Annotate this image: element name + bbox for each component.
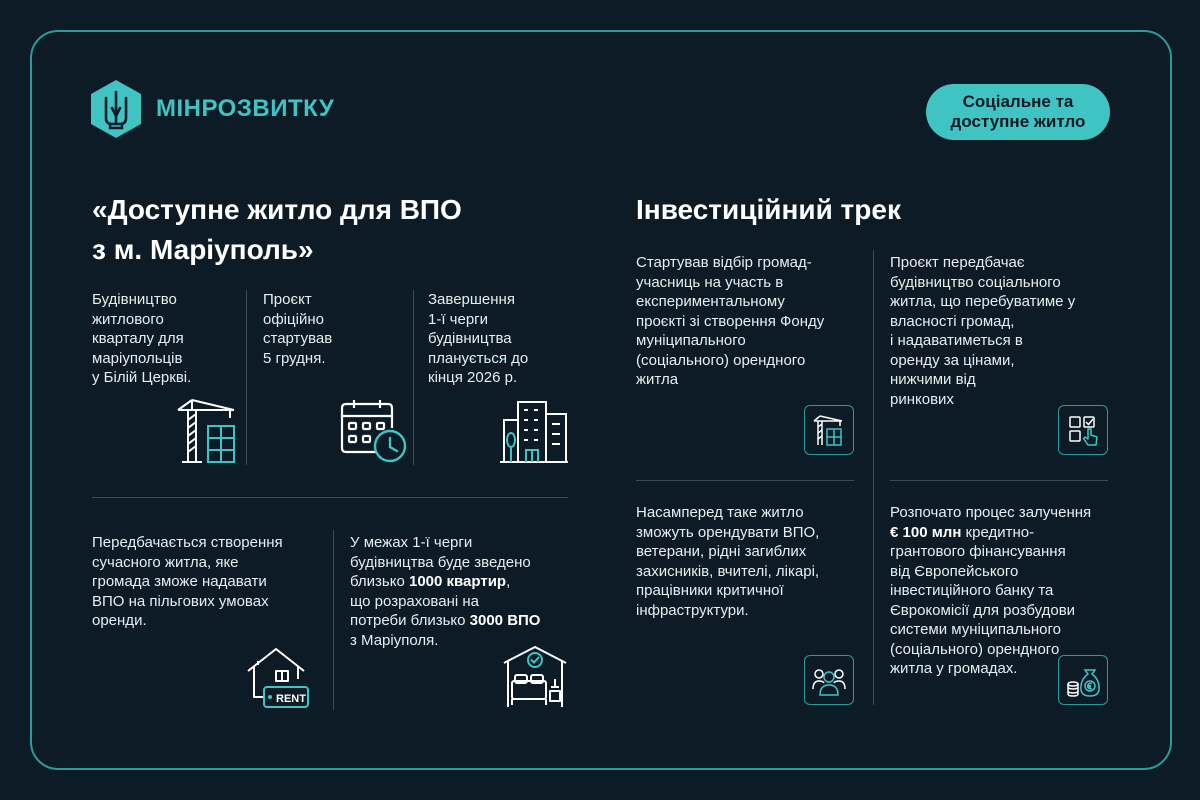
grid-divider-horizontal xyxy=(636,480,854,481)
text-fragment: , xyxy=(506,573,511,590)
bottom-left-text xyxy=(92,533,322,631)
brand-logo xyxy=(88,78,334,140)
text-fragment: потреби близько xyxy=(350,612,470,629)
text-line: офіційно xyxy=(263,310,324,328)
badge-line-1: Соціальне та xyxy=(962,92,1074,111)
construction-icon-box xyxy=(804,405,854,455)
text-line: учасниць на участь в xyxy=(636,273,784,291)
column-divider xyxy=(413,290,414,465)
text-line: системи муніципального xyxy=(890,621,1061,638)
house-rent-icon xyxy=(246,645,310,709)
text-line: планується до xyxy=(428,349,529,367)
left-col-2-text xyxy=(263,290,403,368)
text-line: інвестиційного банку та xyxy=(890,582,1054,599)
text-line: Розпочато процес залучення xyxy=(890,504,1092,521)
text-line: Завершення xyxy=(428,291,515,308)
text-line: зможуть орендувати ВПО, xyxy=(636,523,820,541)
text-line xyxy=(890,523,1130,543)
text-line: кварталу для xyxy=(92,330,184,347)
text-line xyxy=(350,572,575,592)
apartment-building-icon xyxy=(500,400,568,464)
invest-cell-4-text xyxy=(890,503,1130,679)
text-line: власності громад, xyxy=(890,312,1015,330)
checklist-touch-icon xyxy=(1066,413,1100,447)
funding-amount: € 100 млн xyxy=(890,523,962,541)
grid-divider-vertical xyxy=(873,250,874,705)
badge-line-2: доступне житло xyxy=(950,112,1086,131)
text-line: сучасного житла, яке xyxy=(92,553,239,571)
text-line: стартував xyxy=(263,330,333,347)
euro-money-bag-icon xyxy=(1065,662,1101,698)
text-line: житла xyxy=(636,371,679,388)
text-line: Стартував відбір громад- xyxy=(636,254,812,271)
invest-cell-1-text xyxy=(636,253,866,390)
text-line: і надаватиметься в xyxy=(890,332,1023,349)
column-divider xyxy=(333,530,334,710)
invest-cell-2-text xyxy=(890,253,1120,409)
bottom-right-text xyxy=(350,533,575,650)
text-line: у Білій Церкві. xyxy=(92,369,192,386)
left-title-line-2: з м. Маріуполь» xyxy=(92,234,314,265)
people-group-icon xyxy=(811,663,847,697)
text-line: оренду за цінами, xyxy=(890,351,1015,369)
text-line: ветерани, рідні загиблих xyxy=(636,543,807,560)
left-title-line-1: «Доступне житло для ВПО xyxy=(92,194,462,225)
text-fragment: кредитно- xyxy=(961,523,1035,541)
construction-crane-icon xyxy=(176,396,240,464)
text-line: Передбачається створення xyxy=(92,534,283,551)
left-section-title xyxy=(92,190,572,270)
text-line: маріупольців xyxy=(92,349,183,367)
text-line: (соціального) орендного xyxy=(890,640,1060,658)
text-fragment: близько xyxy=(350,573,409,590)
text-line: муніципального xyxy=(636,332,746,349)
text-line: будівництва xyxy=(428,330,512,347)
section-divider xyxy=(92,497,568,498)
brand-name: МІНРОЗВИТКУ xyxy=(156,95,335,122)
text-line: інфраструктури. xyxy=(636,601,749,619)
right-section-title: Інвестиційний трек xyxy=(636,194,901,225)
text-line: захисників, вчителі, лікарі, xyxy=(636,562,820,580)
text-line xyxy=(350,611,575,631)
text-line: нижчими від xyxy=(890,371,976,388)
text-line: будівництво соціального xyxy=(890,273,1061,291)
checklist-touch-icon-box xyxy=(1058,405,1108,455)
text-line: Проєкт xyxy=(263,291,312,308)
text-line: житлового xyxy=(92,310,164,328)
apartments-count: 1000 квартир xyxy=(408,573,507,590)
text-line: 5 грудня. xyxy=(263,349,326,367)
rent-label: RENT xyxy=(276,693,306,705)
text-line: Єврокомісії для розбудови xyxy=(890,601,1076,619)
left-col-3-text xyxy=(428,290,568,388)
construction-icon xyxy=(812,413,846,447)
euro-money-bag-icon-box xyxy=(1058,655,1108,705)
text-line: ринкових xyxy=(890,390,954,408)
text-line: від Європейського xyxy=(890,562,1019,580)
bedroom-check-icon xyxy=(502,645,568,709)
text-line: оренди. xyxy=(92,612,147,629)
left-col-1-text xyxy=(92,290,232,388)
text-line: грантового фінансування xyxy=(890,543,1066,560)
category-badge xyxy=(926,84,1110,140)
text-line: 1-ї черги xyxy=(428,310,489,328)
text-line: що розраховані на xyxy=(350,592,479,610)
text-line: кінця 2026 р. xyxy=(428,369,518,386)
people-group-icon-box xyxy=(804,655,854,705)
text-line: житла у громадах. xyxy=(890,660,1018,677)
text-line: проєкті зі створення Фонду xyxy=(636,312,825,330)
grid-divider-horizontal xyxy=(890,480,1108,481)
text-line: громада зможе надавати xyxy=(92,573,267,590)
text-line: працівники критичної xyxy=(636,582,784,599)
text-line: експериментальному xyxy=(636,293,785,310)
text-line: з Маріуполя. xyxy=(350,631,439,649)
text-line: (соціального) орендного xyxy=(636,351,806,369)
text-line: У межах 1-ї черги xyxy=(350,534,473,551)
text-line: будівництва буде зведено xyxy=(350,553,531,571)
column-divider xyxy=(246,290,247,465)
text-line: Будівництво xyxy=(92,291,177,308)
idp-count: 3000 ВПО xyxy=(469,612,541,629)
trident-icon xyxy=(88,78,144,140)
invest-cell-3-text xyxy=(636,503,866,620)
text-line: Насамперед таке житло xyxy=(636,504,804,521)
text-line: Проєкт передбачає xyxy=(890,254,1025,271)
text-line: ВПО на пільгових умовах xyxy=(92,592,269,610)
text-line: житла, що перебуватиме у xyxy=(890,293,1076,310)
calendar-clock-icon xyxy=(340,398,408,464)
